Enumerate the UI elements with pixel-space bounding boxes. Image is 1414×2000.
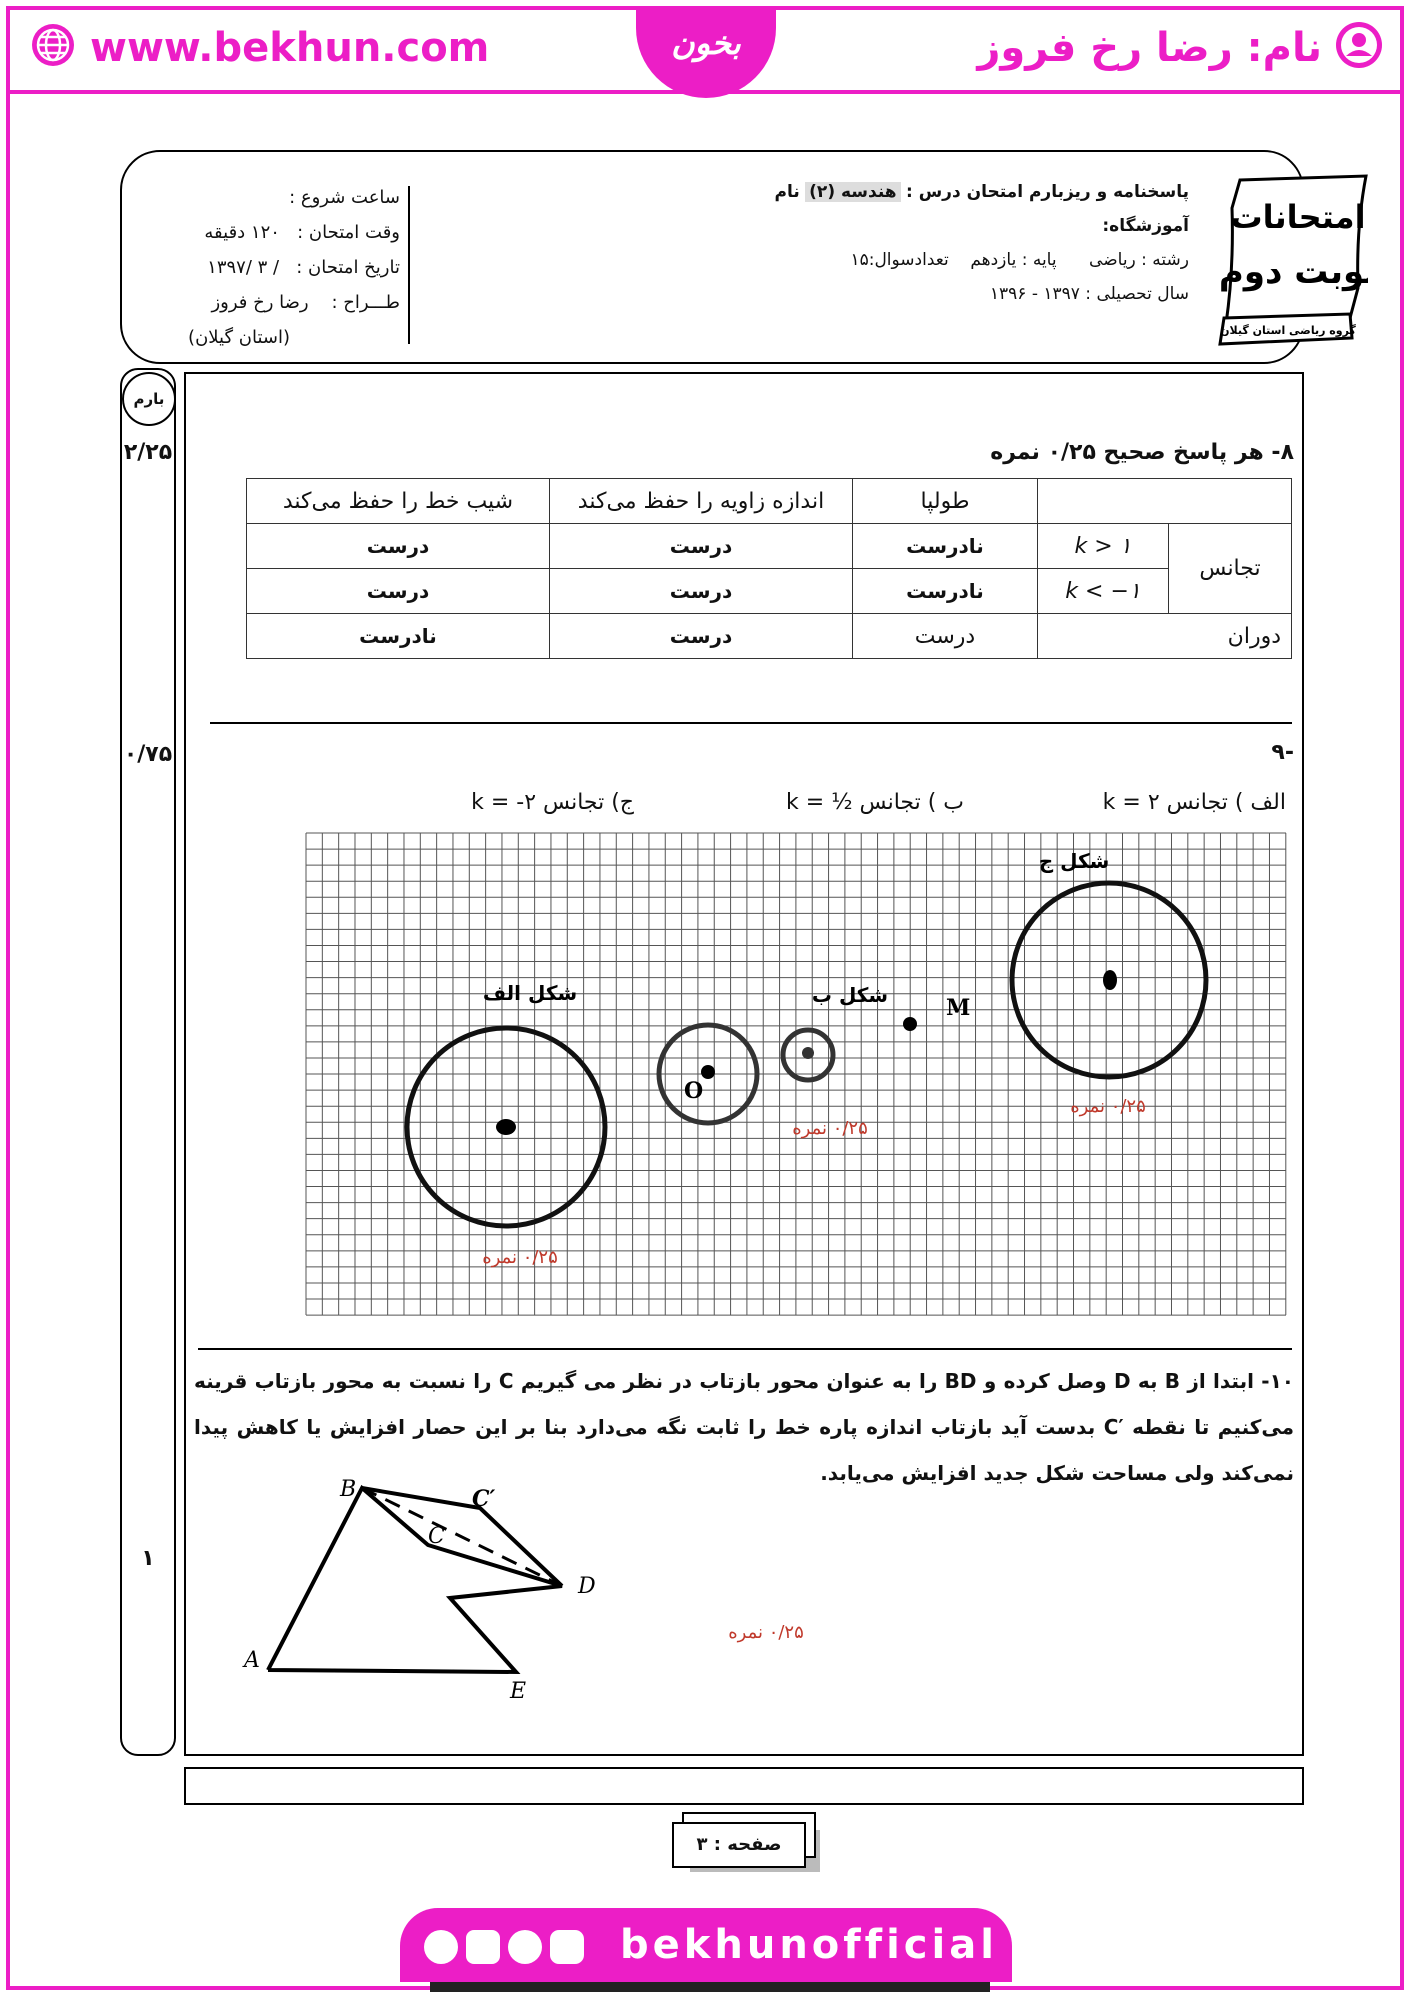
col-header: شیب خط را حفظ می‌کند	[247, 479, 550, 524]
score-note-b: ۰/۲۵ نمره	[792, 1118, 868, 1139]
student-name: نام: رضا رخ فروز	[977, 20, 1384, 80]
label-point-m: M	[946, 995, 971, 1021]
question-count: تعدادسوال:۱۵	[850, 250, 949, 270]
date-label: تاریخ امتحان :	[296, 257, 400, 278]
q9-label-c: ج) تجانس ۲- = k	[471, 790, 634, 815]
score-q9: ۰/۷۵	[123, 742, 173, 767]
point-d: D	[578, 1574, 596, 1599]
academic-year: سال تحصیلی : ۱۳۹۷ - ۱۳۹۶	[989, 284, 1189, 304]
badge-line1: امتحانات	[1230, 198, 1366, 236]
youtube-icon[interactable]	[466, 1930, 500, 1964]
social-bar	[400, 1908, 1012, 1982]
field: رشته : ریاضی	[1089, 250, 1189, 270]
label-point-o: O	[684, 1078, 704, 1104]
duration-value: ۱۲۰ دقیقه	[204, 222, 280, 243]
score-note-c: ۰/۲۵ نمره	[1070, 1096, 1146, 1117]
axis-bd	[362, 1488, 562, 1586]
q9-label-b: ب ) تجانس ½ = k	[786, 790, 964, 815]
course-name: هندسه (۲)	[805, 182, 900, 202]
date-value: / ۳ /۱۳۹۷	[207, 257, 280, 278]
col-header: اندازه زاویه را حفظ می‌کند	[550, 479, 853, 524]
score-q10: ۱	[141, 1546, 155, 1571]
badge-caption: گروه ریاضی استان گیلان	[1220, 324, 1356, 337]
table-cell: نادرست	[853, 524, 1038, 569]
row-label-rotation: دوران	[1038, 614, 1292, 659]
table-cell: نادرست	[247, 614, 550, 659]
row-condition: k > ۱	[1038, 524, 1169, 569]
start-time: ساعت شروع :	[289, 187, 400, 208]
designer-label: طـــراح :	[331, 292, 400, 313]
barem-label: بارم	[122, 372, 176, 426]
point-c: C	[428, 1524, 445, 1549]
label-shape-c: شکل ج	[1038, 849, 1110, 873]
designer-name: رضا رخ فروز	[211, 292, 309, 313]
camera-icon[interactable]	[424, 1930, 458, 1964]
table-cell: درست	[247, 569, 550, 614]
instagram-icon[interactable]	[550, 1930, 584, 1964]
score-note-a: ۰/۲۵ نمره	[482, 1247, 558, 1268]
score-q8: ۲/۲۵	[123, 440, 173, 465]
answer-key-title: پاسخنامه و ریزبارم امتحان درس :	[905, 182, 1189, 202]
score-note-q10: ۰/۲۵ نمره	[728, 1622, 804, 1643]
q9-number: -۹	[1271, 740, 1294, 765]
table-cell: درست	[247, 524, 550, 569]
row-condition: k < −۱	[1038, 569, 1169, 614]
label-shape-b: شکل ب	[811, 983, 889, 1007]
point-e: E	[510, 1679, 527, 1704]
social-handle[interactable]: bekhunofficial	[620, 1922, 998, 1968]
page-number: صفحه : ۳	[672, 1822, 806, 1868]
point-c-prime: C′	[472, 1486, 496, 1512]
table-cell: درست	[853, 614, 1038, 659]
col-header: طولپا	[853, 479, 1038, 524]
footer-box	[184, 1767, 1304, 1805]
q9-label-a: الف ) تجانس ۲ = k	[1102, 790, 1286, 815]
duration-label: وقت امتحان :	[297, 222, 400, 243]
province: (استان گیلان)	[188, 327, 290, 348]
table-cell: درست	[550, 569, 853, 614]
table-cell: نادرست	[853, 569, 1038, 614]
point-b: B	[340, 1477, 357, 1502]
q8-title: ۸- هر پاسخ صحیح ۰/۲۵ نمره	[990, 440, 1294, 465]
q10-text: ۱۰- ابتدا از B به D وصل کرده و BD را به عنوان محور بازتاب در نظر می گیریم C را نسبت به محور بازتاب قرینه می‌کنیم تا نقطه ′C بدست آید بازتاب اندازه پاره خط را ثابت نگه می‌دارد بنا بر این حصار افزایش یا کاهش پیدا نمی‌کند ولی مساحت شکل جدید افزایش می‌یابد.	[194, 1369, 1294, 1485]
point-a: A	[244, 1648, 260, 1673]
website-text: www.bekhun.com	[90, 25, 490, 71]
badge-line2: نوبت دوم	[1218, 252, 1368, 292]
row-label-tajanos: تجانس	[1169, 524, 1292, 614]
label-shape-a: شکل الف	[482, 981, 578, 1005]
school-label: نام آموزشگاه:	[774, 182, 1189, 236]
telegram-icon[interactable]	[508, 1930, 542, 1964]
grade: پایه : یازدهم	[970, 250, 1057, 270]
table-cell: درست	[550, 524, 853, 569]
brand-logo: بخون	[636, 6, 776, 98]
table-cell: درست	[550, 614, 853, 659]
pill-shadow	[430, 1982, 990, 1992]
